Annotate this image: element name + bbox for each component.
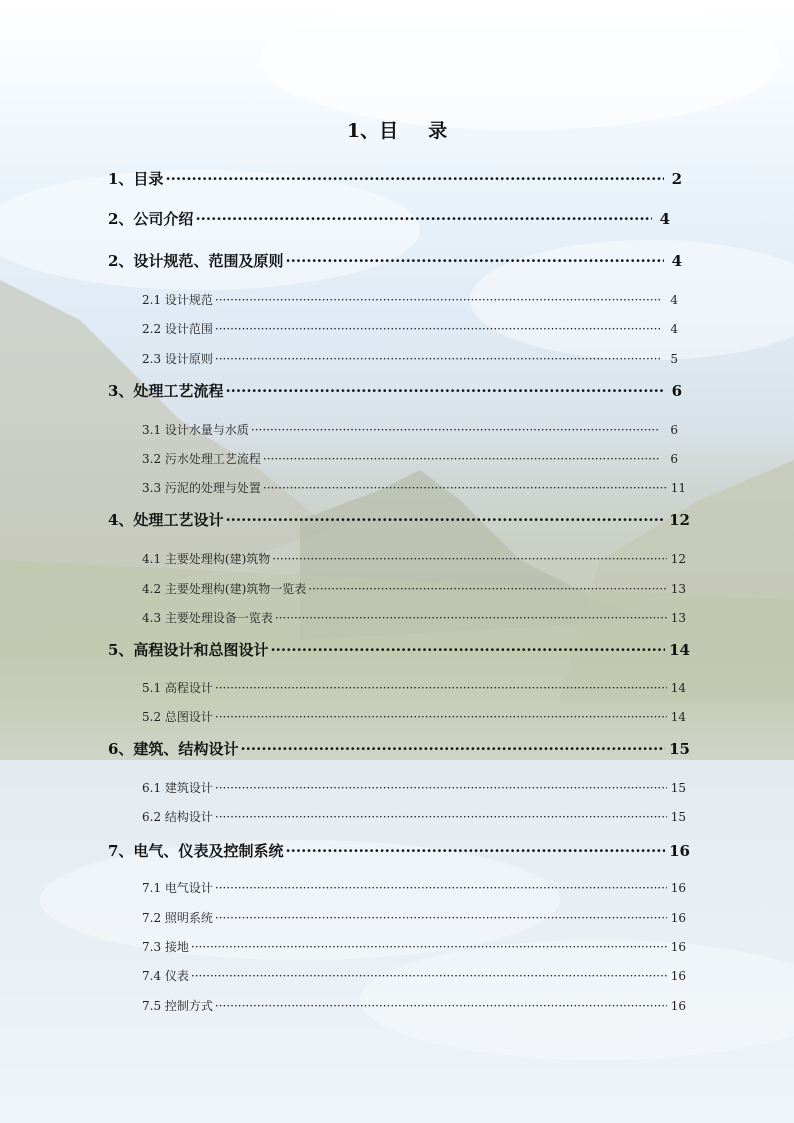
toc-entry-page: 13 [670,611,686,625]
toc-leader-dots [240,740,665,758]
toc-leader-dots [215,810,667,824]
toc-leader-dots [195,210,652,228]
toc-entry-label: 5、高程设计和总图设计 [108,641,269,659]
toc-entry-label: 5.1 高程设计 [142,681,213,695]
toc-leader-dots [215,881,667,895]
toc-entry[interactable] [142,450,678,467]
toc-title-number: 1、目 [346,120,399,142]
toc-leader-dots [215,352,660,366]
toc-entry-label: 7.5 控制方式 [142,999,213,1013]
toc-entry-label: 2、设计规范、范围及原则 [108,252,284,270]
toc-entry[interactable] [108,168,682,189]
toc-entry-label: 3.3 污泥的处理与处置 [142,481,261,495]
toc-entry-label: 2.1 设计规范 [142,293,213,307]
toc-entry-page: 4 [670,293,678,307]
toc-entry[interactable] [142,938,686,955]
toc-entry-page: 16 [670,911,686,925]
toc-entry[interactable] [142,350,678,367]
toc-entry-label: 6.1 建筑设计 [142,781,213,795]
toc-entry[interactable] [142,808,686,825]
toc-entry-page: 14 [670,710,686,724]
toc-entry-label: 4、处理工艺设计 [108,511,224,529]
toc-entry-label: 4.2 主要处理构(建)筑物一览表 [142,582,307,596]
toc-leader-dots [270,641,665,659]
toc-leader-dots [215,710,667,724]
toc-entry[interactable] [142,909,686,926]
toc-entry-page: 6 [670,423,678,437]
toc-entry-label: 4.3 主要处理设备一览表 [142,611,273,625]
toc-entry[interactable] [142,320,678,337]
toc-leader-dots [285,842,665,860]
toc-leader-dots [215,911,667,925]
toc-entry[interactable] [142,997,686,1014]
toc-entry[interactable] [108,208,670,229]
toc-entry-page: 14 [670,681,686,695]
toc-leader-dots [263,452,660,466]
toc-leader-dots [215,322,660,336]
toc-leader-dots [215,781,667,795]
toc-entry-label: 7.3 接地 [142,940,189,954]
toc-entry[interactable] [108,840,690,861]
toc-entry-page: 6 [671,382,682,400]
toc-entry[interactable] [142,580,686,597]
toc-entry-page: 16 [670,940,686,954]
toc-entry-page: 4 [659,210,670,228]
toc-entry-page: 15 [670,781,686,795]
toc-entry-page: 16 [670,969,686,983]
toc-entry[interactable] [142,779,686,796]
toc-entry-label: 7.2 照明系统 [142,911,213,925]
toc-entry-label: 2.2 设计范围 [142,322,213,336]
toc-entry-page: 5 [670,352,678,366]
toc-leader-dots [275,611,667,625]
toc-entry-label: 6.2 结构设计 [142,810,213,824]
toc-entry-page: 11 [670,481,686,495]
toc-entry[interactable] [108,639,690,660]
toc-entry-page: 16 [670,999,686,1013]
toc-leader-dots [272,552,666,566]
toc-entry-page: 2 [671,170,682,188]
toc-entry[interactable] [142,679,686,696]
toc-entry-label: 7.4 仪表 [142,969,189,983]
toc-entry-label: 2、公司介绍 [108,210,194,228]
toc-leader-dots [165,170,664,188]
toc-leader-dots [191,969,667,983]
toc-entry-label: 2.3 设计原则 [142,352,213,366]
toc-leader-dots [225,382,664,400]
toc-entry-page: 16 [670,881,686,895]
toc-entry-page: 12 [670,552,686,566]
toc-entry[interactable] [108,380,682,401]
toc-entry-page: 6 [670,452,678,466]
toc-entry[interactable] [142,609,686,626]
toc-leader-dots [215,293,660,307]
toc-entry-page: 4 [671,252,682,270]
toc-title [0,116,794,143]
toc-entry-label: 7、电气、仪表及控制系统 [108,842,284,860]
toc-leader-dots [225,511,665,529]
toc-entry-label: 3、处理工艺流程 [108,382,224,400]
toc-entry-label: 4.1 主要处理构(建)筑物 [142,552,271,566]
toc-entry[interactable] [142,550,686,567]
toc-entry-label: 1、目录 [108,170,164,188]
toc-entry-page: 13 [670,582,686,596]
toc-leader-dots [263,481,667,495]
toc-leader-dots [191,940,667,954]
toc-leader-dots [285,252,664,270]
toc-entry-page: 14 [669,641,690,659]
toc-entry-label: 6、建筑、结构设计 [108,740,239,758]
toc-entry-page: 4 [670,322,678,336]
toc-entry-label: 3.2 污水处理工艺流程 [142,452,261,466]
toc-entry[interactable] [108,250,682,271]
toc-entry[interactable] [142,421,678,438]
toc-entry[interactable] [142,879,686,896]
toc-entry-page: 12 [669,511,690,529]
toc-entry[interactable] [142,291,678,308]
toc-entry[interactable] [108,738,690,759]
toc-entry-label: 7.1 电气设计 [142,881,213,895]
toc-leader-dots [215,999,667,1013]
toc-leader-dots [215,681,667,695]
toc-leader-dots [251,423,660,437]
toc-entry[interactable] [142,708,686,725]
toc-entry[interactable] [142,967,686,984]
toc-entry-page: 15 [670,810,686,824]
toc-title-word: 录 [428,120,448,142]
toc-entry[interactable] [108,509,690,530]
toc-entry-page: 15 [669,740,690,758]
toc-entry-label: 3.1 设计水量与水质 [142,423,249,437]
toc-entry[interactable] [142,479,686,496]
toc-leader-dots [308,582,666,596]
toc-entry-page: 16 [669,842,690,860]
toc-entry-label: 5.2 总图设计 [142,710,213,724]
